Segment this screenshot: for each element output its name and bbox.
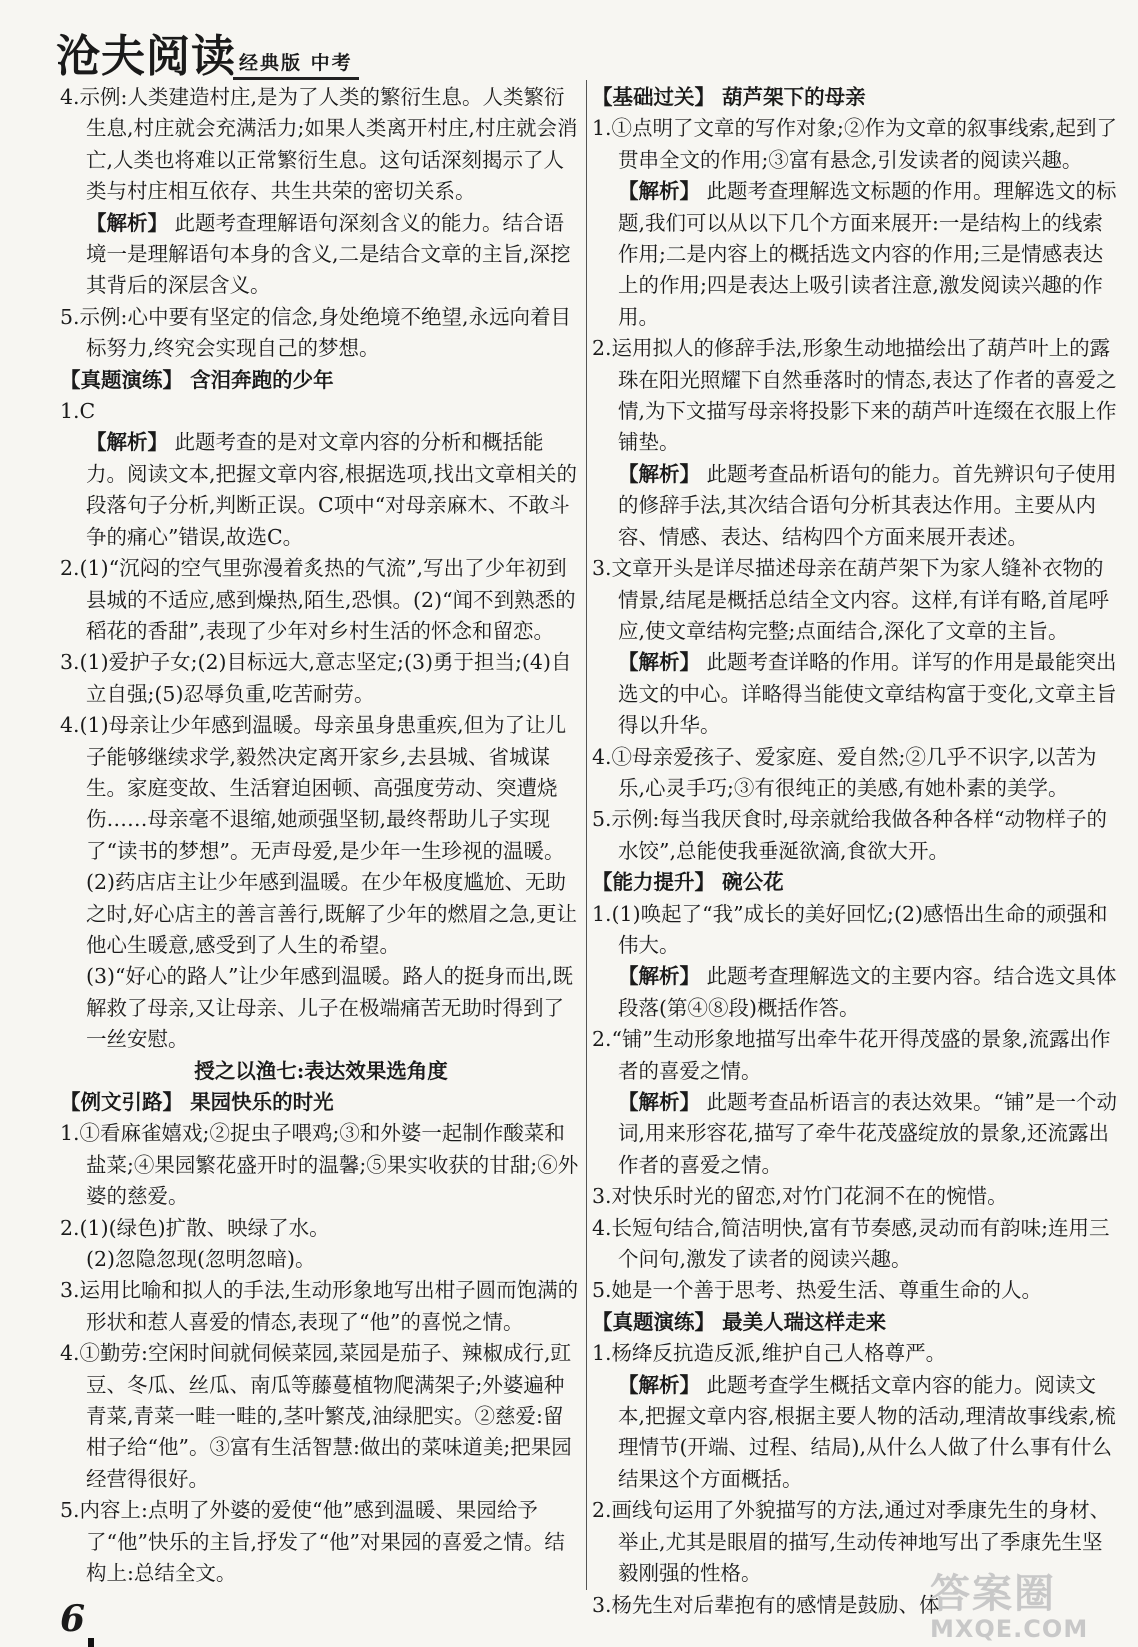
analysis-block <box>592 961 1120 1024</box>
analysis-block <box>592 647 1120 741</box>
analysis-block <box>60 427 582 553</box>
page-number: 6 <box>60 1598 86 1640</box>
analysis-tag: 【解析】 <box>86 210 168 235</box>
analysis-text: 此题考查理解选文标题的作用。理解选文的标题,我们可以从以下几个方面来展开:一是结构上的线索作用;二是内容上的概括选文内容的作用;三是情感表达上的作用;四是表达上吸引读者注意,激发阅读兴趣的作用。 <box>618 179 1117 329</box>
analysis-tag: 【解析】 <box>618 1090 700 1114</box>
answer-subitem: (3)“好心的路人”让少年感到温暖。路人的挺身而出,既解救了母亲,又让母亲、儿子在极端痛苦无助时得到了一丝安慰。 <box>86 964 574 1052</box>
analysis-text: 此题考查详略的作用。详写的作用是最能突出选文的中心。详略得当能使文章结构富于变化,文章主旨得以升华。 <box>618 650 1117 738</box>
analysis-text: 此题考查理解选文的主要内容。结合选文具体段落(第④⑧段)概括作答。 <box>618 964 1117 1020</box>
analysis-text: 此题考查品析语言的表达效果。“铺”是一个动词,用来形容花,描写了牵牛花茂盛绽放的景象,还流露出作者的喜爱之情。 <box>618 1090 1117 1177</box>
analysis-block <box>60 208 582 302</box>
analysis-block <box>592 1370 1120 1496</box>
answer-subitem: (2)药店店主让少年感到温暖。在少年极度尴尬、无助之时,好心店主的善言善行,既解了少年的燃眉之急,更让他心生暖意,感受到了人生的希望。 <box>86 870 578 957</box>
answer-item: 3.对快乐时光的留恋,对竹门花洞不在的惋惜。 <box>592 1184 1008 1209</box>
chapter-heading: 授之以渔七:表达效果选角度 <box>194 1058 448 1083</box>
analysis-text: 此题考查的是对文章内容的分析和概括能力。阅读文本,把握文章内容,根据选项,找出文章相关的段落句子分析,判断正误。C项中“对母亲麻木、不敢斗争的痛心”错误,故选C。 <box>86 430 578 549</box>
watermark-url: MXQE.COM <box>930 1615 1089 1643</box>
book-logo: 沧夫阅读 <box>56 31 236 82</box>
answer-subitem: (2)忽隐忽现(忽明忽暗)。 <box>86 1247 316 1272</box>
answer-item: 2.“铺”生动形象地描写出牵牛花开得茂盛的景象,流露出作者的喜爱之情。 <box>592 1027 1111 1083</box>
analysis-tag: 【解析】 <box>618 179 700 204</box>
analysis-text: 此题考查品析语句的能力。首先辨识句子使用的修辞手法,其次结合语句分析其表达作用。主要从内容、情感、表达、结构四个方面来展开表述。 <box>618 461 1117 549</box>
answer-item: 1.杨绛反抗造反派,维护自己人格尊严。 <box>592 1341 947 1366</box>
answer-item: 2.运用拟人的修辞手法,形象生动地描绘出了葫芦叶上的露珠在阳光照耀下自然垂落时的情态,表达了作者的喜爱之情,为下文描写母亲将投影下来的葫芦叶连缀在衣服上作铺垫。 <box>592 336 1117 455</box>
answer-item: 5.她是一个善于思考、热爱生活、尊重生命的人。 <box>592 1278 1043 1303</box>
answer-item: 1.C <box>60 399 96 424</box>
answer-item: 4.①母亲爱孩子、爱家庭、爱自然;②几乎不识字,以苦为乐,心灵手巧;③有很纯正的美感,有她朴素的美学。 <box>592 744 1097 800</box>
section-heading: 【例文引路】 果园快乐的时光 <box>60 1090 334 1114</box>
left-column <box>60 82 582 1590</box>
analysis-tag: 【解析】 <box>618 650 700 675</box>
answer-item: 4.①勤劳:空闲时间就伺候菜园,菜园是茄子、辣椒成行,豇豆、冬瓜、丝瓜、南瓜等藤蔓植物爬满架子;外婆遍种青菜,青菜一畦一畦的,茎叶繁茂,油绿肥实。②慈爱:留柑子给“他”。③富有生活智慧:做出的菜味道美;把果园经营得很好。 <box>60 1341 572 1491</box>
analysis-block <box>592 459 1120 553</box>
column-divider <box>586 80 587 1590</box>
answer-item: 4.(1)母亲让少年感到温暖。母亲虽身患重疾,但为了让儿子能够继续求学,毅然决定离开家乡,去县城、省城谋生。家庭变故、生活窘迫困顿、高强度劳动、突遭烧伤……母亲毫不退缩,她顽强坚韧,最终帮助儿子实现了“读书的梦想”。无声母爱,是少年一生珍视的温暖。 <box>60 713 567 863</box>
analysis-tag: 【解析】 <box>86 430 168 455</box>
analysis-text: 此题考查理解语句深刻含义的能力。结合语境一是理解语句本身的含义,二是结合文章的主旨,深挖其背后的深层含义。 <box>86 210 571 298</box>
section-heading: 【能力提升】 碗公花 <box>592 870 784 895</box>
answer-item: 4.示例:人类建造村庄,是为了人类的繁衍生息。人类繁衍生息,村庄就会充满活力;如果人类离开村庄,村庄就会消亡,人类也将难以正常繁衍生息。这句话深刻揭示了人类与村庄相互依存、共生共荣的密切关系。 <box>60 85 578 204</box>
answer-item: 1.(1)唤起了“我”成长的美好回忆;(2)感悟出生命的顽强和伟大。 <box>592 901 1108 957</box>
section-heading: 【真题演练】 最美人瑞这样走来 <box>592 1309 887 1334</box>
edition-label: 经典版 中考 <box>233 48 359 80</box>
answer-item: 5.内容上:点明了外婆的爱使“他”感到温暖、果园给予了“他”快乐的主旨,抒发了“他”对果园的喜爱之情。结构上:总结全文。 <box>60 1498 565 1586</box>
page-mark <box>88 1638 94 1647</box>
answer-item: 5.示例:心中要有坚定的信念,身处绝境不绝望,永远向着目标努力,终究会实现自己的梦想。 <box>60 304 571 361</box>
section-heading: 【真题演练】 含泪奔跑的少年 <box>60 367 334 392</box>
answer-item: 4.长短句结合,简洁明快,富有节奏感,灵动而有韵味;连用三个问句,激发了读者的阅读兴趣。 <box>592 1215 1110 1272</box>
answer-item: 3.杨先生对后辈抱有的感情是鼓励、体 <box>592 1592 940 1617</box>
analysis-tag: 【解析】 <box>618 1372 700 1397</box>
answer-item: 3.文章开头是详尽描述母亲在葫芦架下为家人缝补衣物的情景,结尾是概括总结全文内容。这样,有详有略,首尾呼应,使文章结构完整;点面结合,深化了文章的主旨。 <box>592 556 1110 643</box>
answer-item: 2.(1)(绿色)扩散、映绿了水。 <box>60 1215 330 1240</box>
answer-item: 5.示例:每当我厌食时,母亲就给我做各种各样“动物样子的水饺”,总能使我垂涎欲滴,食欲大开。 <box>592 807 1107 863</box>
answer-item: 2.画线句运用了外貌描写的方法,通过对季康先生的身材、举止,尤其是眼眉的描写,生动传神地写出了季康先生坚毅刚强的性格。 <box>592 1498 1111 1586</box>
analysis-block <box>592 176 1120 333</box>
answer-item: 1.①看麻雀嬉戏;②捉虫子喂鸡;③和外婆一起制作酸菜和盐菜;④果园繁花盛开时的温馨;⑤果实收获的甘甜;⑥外婆的慈爱。 <box>60 1121 579 1209</box>
watermark-title: 答案圈 <box>930 1571 1056 1617</box>
page-header <box>48 18 568 80</box>
analysis-text: 此题考查学生概括文章内容的能力。阅读文本,把握文章内容,根据主要人物的活动,理清故事线索,梳理情节(开端、过程、结局),从什么人做了什么事有什么结果这个方面概括。 <box>618 1372 1116 1491</box>
answer-item: 1.①点明了文章的写作对象;②作为文章的叙事线索,起到了贯串全文的作用;③富有悬念,引发读者的阅读兴趣。 <box>592 116 1117 172</box>
analysis-tag: 【解析】 <box>618 964 700 989</box>
analysis-tag: 【解析】 <box>618 461 700 486</box>
answer-item: 2.(1)“沉闷的空气里弥漫着炙热的气流”,写出了少年初到县城的不适应,感到燥热,陌生,恐惧。(2)“闻不到熟悉的稻花的香甜”,表现了少年对乡村生活的怀念和留恋。 <box>60 556 576 643</box>
right-column <box>592 82 1120 1621</box>
analysis-block <box>592 1087 1120 1181</box>
section-heading: 【基础过关】 葫芦架下的母亲 <box>592 85 866 109</box>
answer-item: 3.运用比喻和拟人的手法,生动形象地写出柑子圆而饱满的形状和惹人喜爱的情态,表现了“他”的喜悦之情。 <box>60 1278 579 1334</box>
watermark-logo <box>930 1572 1130 1644</box>
answer-item: 3.(1)爱护子女;(2)目标远大,意志坚定;(3)勇于担当;(4)自立自强;(5)忍辱负重,吃苦耐劳。 <box>60 650 572 706</box>
